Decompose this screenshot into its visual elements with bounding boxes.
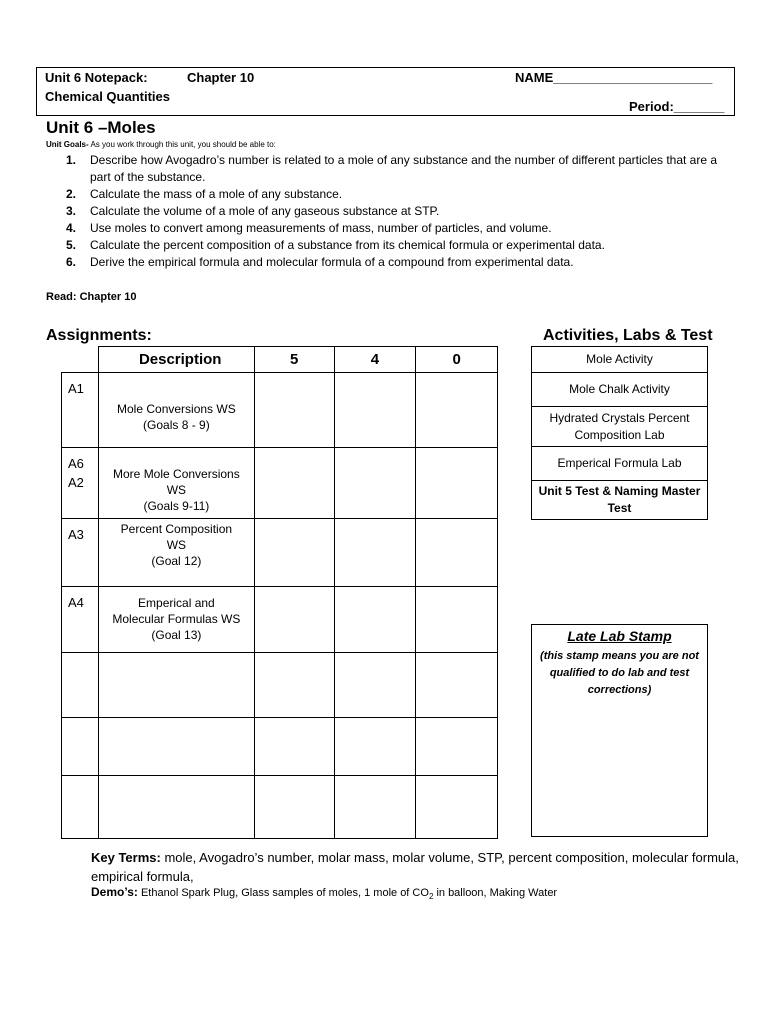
score-0-cell[interactable] (416, 519, 498, 587)
assignment-code[interactable] (62, 653, 99, 718)
description-line: Molecular Formulas WS (112, 612, 241, 626)
header-box (36, 67, 735, 116)
description-line: (Goal 13) (151, 628, 202, 642)
description-line: Emperical and (138, 596, 215, 610)
late-lab-stamp-box (531, 624, 708, 837)
goal-number: 5. (66, 238, 77, 252)
assignment-description (98, 587, 254, 653)
score-5-cell[interactable] (254, 653, 334, 718)
assignments-table (61, 346, 498, 839)
key-terms (91, 848, 741, 886)
score-4-cell[interactable] (334, 373, 416, 448)
activities-box (531, 346, 708, 520)
table-row (62, 448, 498, 519)
score-4-cell[interactable] (334, 587, 416, 653)
demos-subscript: 2 (428, 892, 434, 902)
table-header-row (62, 347, 498, 373)
table-row (62, 718, 498, 776)
unit-title: Unit 6 –Moles (46, 118, 156, 137)
score-5-cell[interactable] (254, 776, 334, 839)
header-score-5: 5 (254, 347, 334, 373)
goal-number: 1. (66, 153, 77, 167)
demos (91, 885, 741, 901)
goals-intro-label: Unit Goals- (46, 140, 89, 149)
description-line: (Goal 12) (151, 554, 202, 568)
score-5-cell[interactable] (254, 448, 334, 519)
score-4-cell[interactable] (334, 448, 416, 519)
goal-text: Calculate the volume of a mole of any gaseous substance at STP. (90, 204, 440, 218)
goals-intro-text: As you work through this unit, you should be able to: (88, 140, 276, 149)
assignment-description (98, 519, 254, 587)
table-row (62, 587, 498, 653)
activity-item: Unit 5 Test & Naming Master Test (538, 484, 701, 515)
goal-text: Calculate the percent composition of a substance from its chemical formula or experimental data. (90, 238, 605, 252)
demos-label: Demo’s: (91, 885, 138, 899)
header-code-cell (62, 347, 99, 373)
goal-number: 2. (66, 187, 77, 201)
goals-intro (46, 140, 276, 149)
assignment-code: A1 (62, 373, 99, 448)
assignment-description (98, 448, 254, 519)
assignment-code: A4 (62, 587, 99, 653)
assignment-code: A3 (62, 519, 99, 587)
key-terms-label: Key Terms: (91, 850, 161, 865)
activity-item: Mole Activity (532, 347, 707, 373)
goal-item (66, 220, 736, 237)
goal-number: 6. (66, 255, 77, 269)
period-field[interactable]: Period:_______ (629, 99, 725, 114)
stamp-title: Late Lab Stamp (567, 628, 672, 644)
assignment-description (98, 373, 254, 448)
score-0-cell[interactable] (416, 653, 498, 718)
goal-text: Describe how Avogadro’s number is related to a mole of any substance and the number of different particles that are a part of the substance. (90, 153, 718, 184)
goal-text: Use moles to convert among measurements of mass, number of particles, and volume. (90, 221, 552, 235)
goal-item (66, 186, 736, 203)
description-line: More Mole Conversions (113, 467, 240, 481)
key-terms-text: mole, Avogadro’s number, molar mass, molar volume, STP, percent composition, molecular formula, empirical formula, (91, 850, 739, 884)
goal-text: Calculate the mass of a mole of any substance. (90, 187, 343, 201)
assignment-code[interactable] (62, 718, 99, 776)
score-0-cell[interactable] (416, 373, 498, 448)
goal-item (66, 152, 736, 186)
demos-text: Ethanol Spark Plug, Glass samples of moles, 1 mole of CO (137, 887, 429, 899)
header-score-4: 4 (334, 347, 416, 373)
demos-text-end: in balloon, Making Water (433, 887, 558, 899)
header-description: Description (98, 347, 254, 373)
score-5-cell[interactable] (254, 519, 334, 587)
description-line: WS (166, 483, 187, 497)
table-row (62, 373, 498, 448)
score-0-cell[interactable] (416, 587, 498, 653)
stamp-note: (this stamp means you are not qualified to do lab and test corrections) (540, 650, 699, 696)
goal-item (66, 254, 736, 271)
score-0-cell[interactable] (416, 448, 498, 519)
table-row (62, 653, 498, 718)
subject-label: Chemical Quantities (45, 89, 170, 104)
assignment-description[interactable] (98, 776, 254, 839)
score-5-cell[interactable] (254, 718, 334, 776)
score-0-cell[interactable] (416, 776, 498, 839)
score-4-cell[interactable] (334, 519, 416, 587)
activities-title: Activities, Labs & Test (543, 327, 713, 344)
description-line: WS (166, 538, 187, 552)
goal-text: Derive the empirical formula and molecular formula of a compound from experimental data. (90, 255, 574, 269)
goal-number: 4. (66, 221, 77, 235)
header-score-0: 0 (416, 347, 498, 373)
description-line: (Goals 8 - 9) (143, 418, 210, 432)
score-4-cell[interactable] (334, 718, 416, 776)
goal-item (66, 237, 736, 254)
score-4-cell[interactable] (334, 653, 416, 718)
description-line: (Goals 9-11) (143, 499, 210, 513)
goal-number: 3. (66, 204, 77, 218)
table-row (62, 519, 498, 587)
goal-item (66, 203, 736, 220)
activity-item: Emperical Formula Lab (532, 447, 707, 481)
description-line: Mole Conversions WS (117, 402, 236, 416)
chapter-label: Chapter 10 (187, 70, 255, 85)
goals-list (66, 152, 736, 271)
score-5-cell[interactable] (254, 373, 334, 448)
read-line: Read: Chapter 10 (46, 291, 137, 303)
assignment-description[interactable] (98, 718, 254, 776)
score-0-cell[interactable] (416, 718, 498, 776)
score-5-cell[interactable] (254, 587, 334, 653)
assignment-code[interactable] (62, 776, 99, 839)
name-field[interactable]: NAME______________________ (515, 70, 713, 85)
description-line: Percent Composition (120, 522, 233, 536)
assignment-description[interactable] (98, 653, 254, 718)
score-4-cell[interactable] (334, 776, 416, 839)
assignments-title: Assignments: (46, 327, 152, 344)
notepack-label: Unit 6 Notepack: (45, 70, 148, 85)
table-row (62, 776, 498, 839)
assignment-code: A6 A2 (62, 448, 99, 519)
activity-item: Mole Chalk Activity (532, 373, 707, 407)
activity-item: Hydrated Crystals Percent Composition Lab (532, 407, 707, 447)
